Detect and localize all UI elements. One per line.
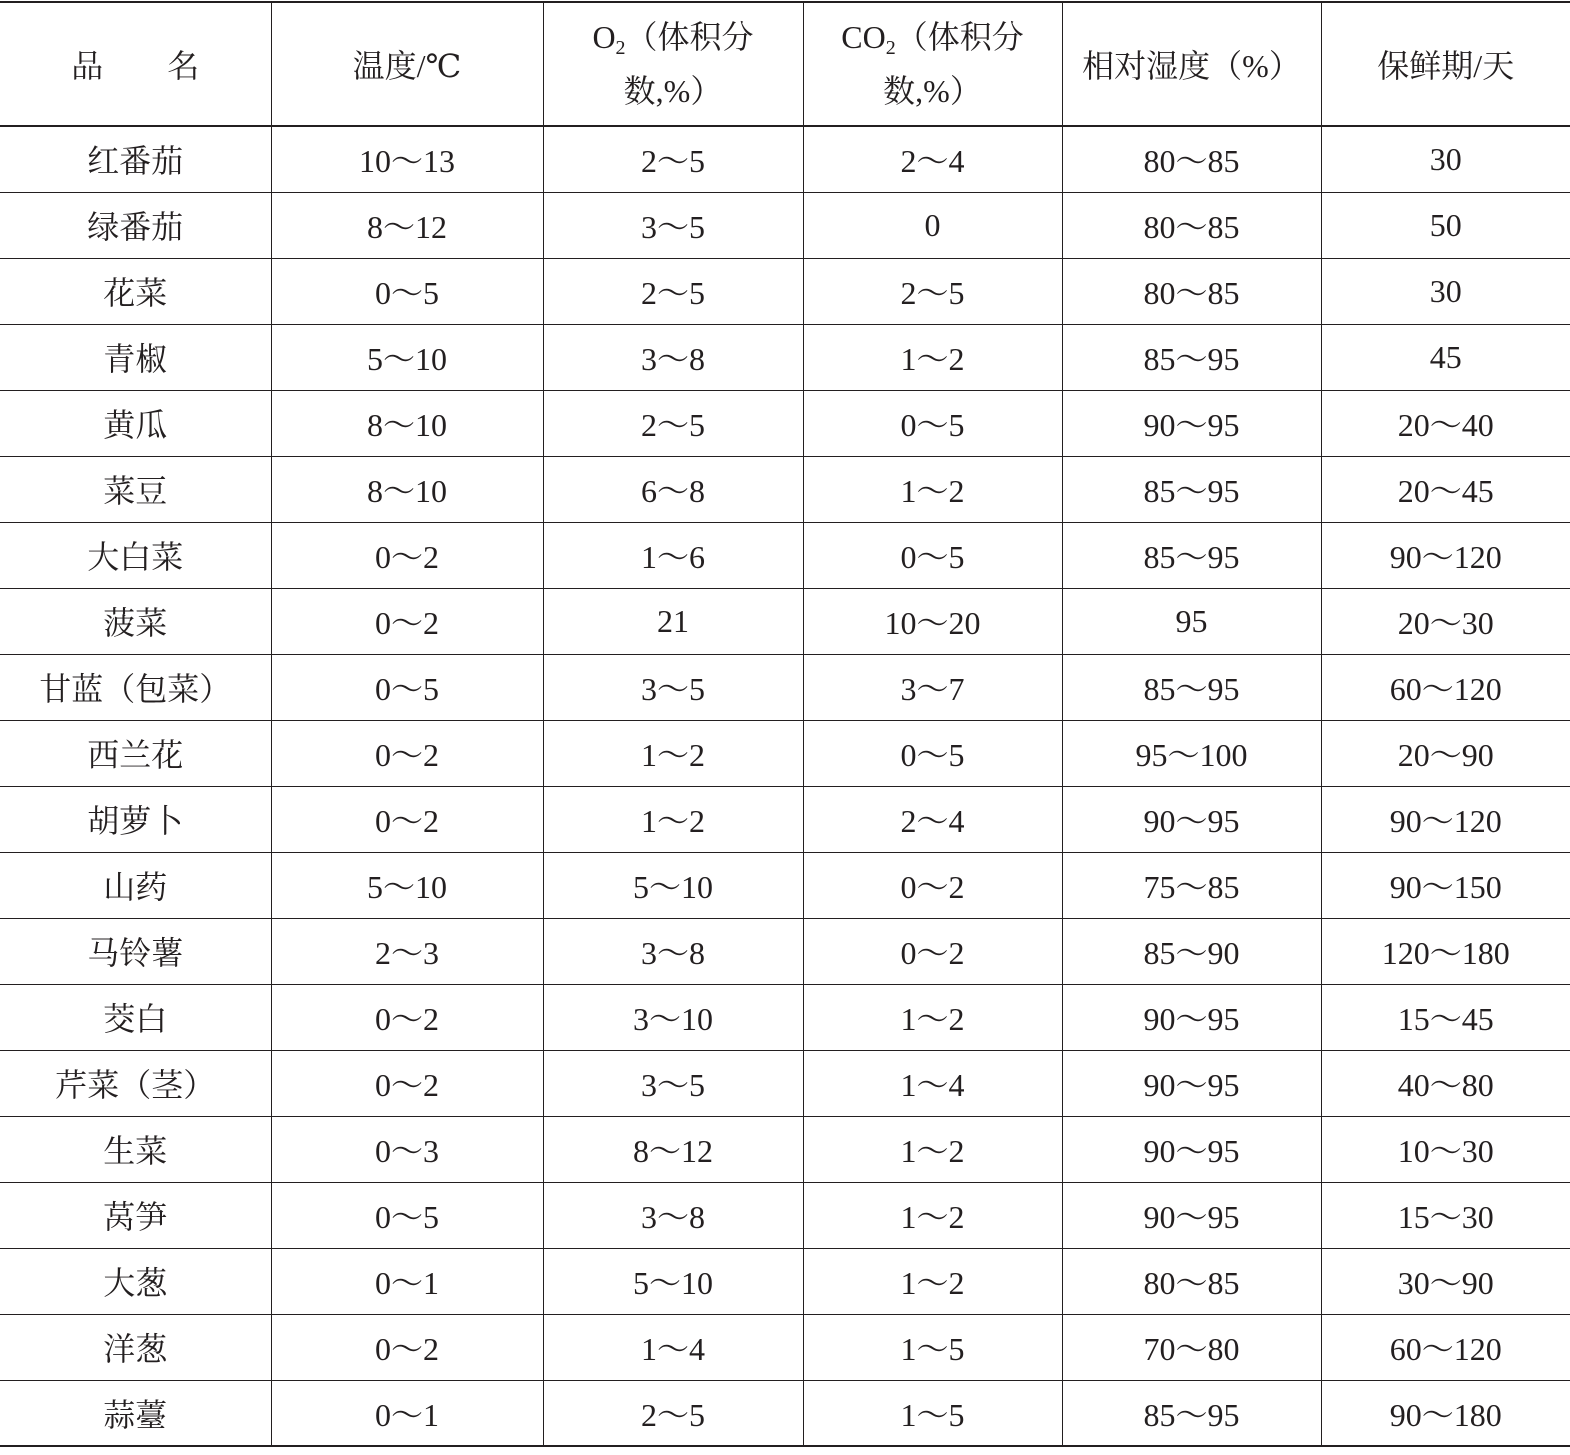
cell-o2: 3～8: [543, 324, 803, 390]
cell-shelf-life: 15～30: [1321, 1182, 1570, 1248]
table-body: [0, 126, 1570, 1446]
cell-shelf-life: 45: [1321, 324, 1570, 390]
cell-shelf-life: 10～30: [1321, 1116, 1570, 1182]
table-row: [0, 588, 1570, 654]
cell-shelf-life: 90～120: [1321, 522, 1570, 588]
cell-temperature: 2～3: [271, 918, 543, 984]
cell-temperature: 8～10: [271, 456, 543, 522]
header-line-2: 数,%）: [623, 73, 723, 109]
header-label: 温度/℃: [352, 48, 462, 84]
header-label-part: （体积分: [625, 19, 754, 55]
cell-co2: 3～7: [803, 654, 1062, 720]
cell-product-name: 莴笋: [103, 1199, 168, 1235]
cell-shelf-life: 60～120: [1321, 1314, 1570, 1380]
cell-co2: 1～5: [803, 1314, 1062, 1380]
cell-shelf-life: 90～150: [1321, 852, 1570, 918]
table-row: [0, 1248, 1570, 1314]
cell-o2: 3～5: [543, 654, 803, 720]
cell-relative-humidity: 80～85: [1062, 1248, 1321, 1314]
table-row: [0, 654, 1570, 720]
cell-product-name: 青椒: [103, 341, 168, 377]
header-co2: [803, 2, 1062, 126]
cell-temperature: 0～3: [271, 1116, 543, 1182]
cell-relative-humidity: 70～80: [1062, 1314, 1321, 1380]
header-chem-prefix: CO: [841, 19, 886, 55]
header-line-1: [804, 10, 1062, 64]
header-chem-prefix: O: [592, 19, 616, 55]
cell-co2: 1～2: [803, 1182, 1062, 1248]
cell-temperature: 5～10: [271, 852, 543, 918]
cell-o2: 3～8: [543, 1182, 803, 1248]
cell-relative-humidity: 85～90: [1062, 918, 1321, 984]
cell-product-name: 绿番茄: [87, 209, 184, 245]
cell-temperature: 8～10: [271, 390, 543, 456]
cell-temperature: 0～5: [271, 654, 543, 720]
cell-temperature: 5～10: [271, 324, 543, 390]
cell-o2: 3～5: [543, 1050, 803, 1116]
cell-temperature: 0～2: [271, 786, 543, 852]
cell-shelf-life: 90～120: [1321, 786, 1570, 852]
cell-relative-humidity: 90～95: [1062, 1182, 1321, 1248]
cell-o2: 8～12: [543, 1116, 803, 1182]
header-label: 相对湿度（%）: [1082, 48, 1301, 84]
cell-co2: 1～4: [803, 1050, 1062, 1116]
cell-temperature: 0～2: [271, 984, 543, 1050]
table-row: [0, 390, 1570, 456]
cell-o2: 5～10: [543, 1248, 803, 1314]
cell-product-name: 菠菜: [103, 605, 168, 641]
cell-relative-humidity: 85～95: [1062, 1380, 1321, 1446]
cell-co2: 1～2: [803, 1116, 1062, 1182]
table-row: [0, 852, 1570, 918]
cell-shelf-life: 40～80: [1321, 1050, 1570, 1116]
header-label: 品 名: [71, 48, 200, 84]
table-row: [0, 720, 1570, 786]
cell-product-name: 西兰花: [87, 737, 184, 773]
cell-o2: 21: [543, 588, 803, 654]
header-product-name: [0, 2, 271, 126]
cell-relative-humidity: 80～85: [1062, 126, 1321, 192]
cell-relative-humidity: 80～85: [1062, 258, 1321, 324]
table-row: [0, 984, 1570, 1050]
cell-temperature: 0～5: [271, 258, 543, 324]
cell-temperature: 0～1: [271, 1248, 543, 1314]
cell-product-name: 马铃薯: [87, 935, 184, 971]
cell-product-name: 花菜: [103, 275, 168, 311]
cell-product-name: 蒜薹: [103, 1396, 168, 1433]
cell-product-name: 甘蓝（包菜）: [39, 671, 232, 707]
cell-o2: 3～10: [543, 984, 803, 1050]
table-row: [0, 192, 1570, 258]
cell-o2: 3～8: [543, 918, 803, 984]
cell-o2: 2～5: [543, 390, 803, 456]
storage-conditions-table: [0, 1, 1570, 1447]
cell-relative-humidity: 85～95: [1062, 654, 1321, 720]
cell-temperature: 10～13: [271, 126, 543, 192]
cell-shelf-life: 60～120: [1321, 654, 1570, 720]
cell-relative-humidity: 85～95: [1062, 324, 1321, 390]
header-temperature: [271, 2, 543, 126]
cell-co2: 1～2: [803, 1248, 1062, 1314]
cell-temperature: 0～2: [271, 1314, 543, 1380]
cell-o2: 1～4: [543, 1314, 803, 1380]
cell-co2: 2～5: [803, 258, 1062, 324]
header-label-part: （体积分: [895, 19, 1024, 55]
cell-co2: 0～2: [803, 918, 1062, 984]
cell-product-name: 大白菜: [87, 539, 184, 575]
cell-relative-humidity: 90～95: [1062, 984, 1321, 1050]
cell-product-name: 黄瓜: [103, 407, 168, 443]
cell-relative-humidity: 90～95: [1062, 390, 1321, 456]
cell-o2: 3～5: [543, 192, 803, 258]
header-shelf-life: [1321, 2, 1570, 126]
cell-shelf-life: 90～180: [1321, 1380, 1570, 1446]
table-row: [0, 456, 1570, 522]
header-o2: [543, 2, 803, 126]
cell-co2: 1～2: [803, 456, 1062, 522]
cell-relative-humidity: 85～95: [1062, 522, 1321, 588]
cell-product-name: 茭白: [103, 1001, 168, 1037]
cell-relative-humidity: 80～85: [1062, 192, 1321, 258]
cell-relative-humidity: 75～85: [1062, 852, 1321, 918]
table-row: [0, 786, 1570, 852]
table-row: [0, 126, 1570, 192]
table-row: [0, 918, 1570, 984]
table-header: [0, 2, 1570, 126]
cell-o2: 2～5: [543, 126, 803, 192]
cell-o2: 2～5: [543, 1380, 803, 1446]
cell-o2: 1～2: [543, 786, 803, 852]
header-label: 保鲜期/天: [1377, 48, 1515, 84]
cell-relative-humidity: 95～100: [1062, 720, 1321, 786]
cell-temperature: 0～1: [271, 1380, 543, 1446]
cell-co2: 0～2: [803, 852, 1062, 918]
cell-temperature: 0～2: [271, 588, 543, 654]
cell-product-name: 洋葱: [103, 1331, 168, 1367]
cell-shelf-life: 15～45: [1321, 984, 1570, 1050]
cell-temperature: 8～12: [271, 192, 543, 258]
cell-o2: 5～10: [543, 852, 803, 918]
cell-co2: 1～2: [803, 984, 1062, 1050]
table-row: [0, 1314, 1570, 1380]
cell-o2: 6～8: [543, 456, 803, 522]
cell-relative-humidity: 90～95: [1062, 1116, 1321, 1182]
cell-temperature: 0～2: [271, 1050, 543, 1116]
cell-product-name: 生菜: [103, 1133, 168, 1169]
cell-co2: 0: [803, 192, 1062, 258]
table-row: [0, 1050, 1570, 1116]
cell-co2: 1～2: [803, 324, 1062, 390]
cell-co2: 0～5: [803, 720, 1062, 786]
header-line-2: 数,%）: [883, 73, 982, 109]
cell-o2: 2～5: [543, 258, 803, 324]
cell-shelf-life: 20～90: [1321, 720, 1570, 786]
cell-shelf-life: 120～180: [1321, 918, 1570, 984]
cell-shelf-life: 20～45: [1321, 456, 1570, 522]
cell-product-name: 大葱: [103, 1265, 168, 1301]
cell-shelf-life: 20～40: [1321, 390, 1570, 456]
cell-shelf-life: 30: [1321, 258, 1570, 324]
cell-co2: 0～5: [803, 390, 1062, 456]
cell-product-name: 山药: [103, 869, 168, 905]
cell-relative-humidity: 85～95: [1062, 456, 1321, 522]
table-row: [0, 324, 1570, 390]
cell-product-name: 红番茄: [87, 143, 184, 180]
cell-co2: 10～20: [803, 588, 1062, 654]
cell-o2: 1～6: [543, 522, 803, 588]
cell-relative-humidity: 95: [1062, 588, 1321, 654]
cell-co2: 0～5: [803, 522, 1062, 588]
table-row: [0, 1380, 1570, 1446]
cell-shelf-life: 30: [1321, 126, 1570, 192]
cell-shelf-life: 50: [1321, 192, 1570, 258]
cell-co2: 1～5: [803, 1380, 1062, 1446]
cell-product-name: 胡萝卜: [87, 803, 184, 839]
cell-product-name: 芹菜（茎）: [55, 1067, 216, 1103]
header-chem-subscript: 2: [885, 37, 896, 59]
cell-shelf-life: 30～90: [1321, 1248, 1570, 1314]
table-row: [0, 522, 1570, 588]
cell-temperature: 0～2: [271, 720, 543, 786]
cell-relative-humidity: 90～95: [1062, 786, 1321, 852]
cell-temperature: 0～5: [271, 1182, 543, 1248]
header-chem-subscript: 2: [615, 37, 626, 59]
cell-o2: 1～2: [543, 720, 803, 786]
cell-relative-humidity: 90～95: [1062, 1050, 1321, 1116]
header-row: [0, 2, 1570, 126]
cell-product-name: 菜豆: [103, 473, 168, 509]
cell-co2: 2～4: [803, 126, 1062, 192]
cell-temperature: 0～2: [271, 522, 543, 588]
table-row: [0, 1182, 1570, 1248]
header-line-1: [544, 10, 803, 64]
table-row: [0, 1116, 1570, 1182]
cell-shelf-life: 20～30: [1321, 588, 1570, 654]
header-relative-humidity: [1062, 2, 1321, 126]
cell-co2: 2～4: [803, 786, 1062, 852]
table-row: [0, 258, 1570, 324]
